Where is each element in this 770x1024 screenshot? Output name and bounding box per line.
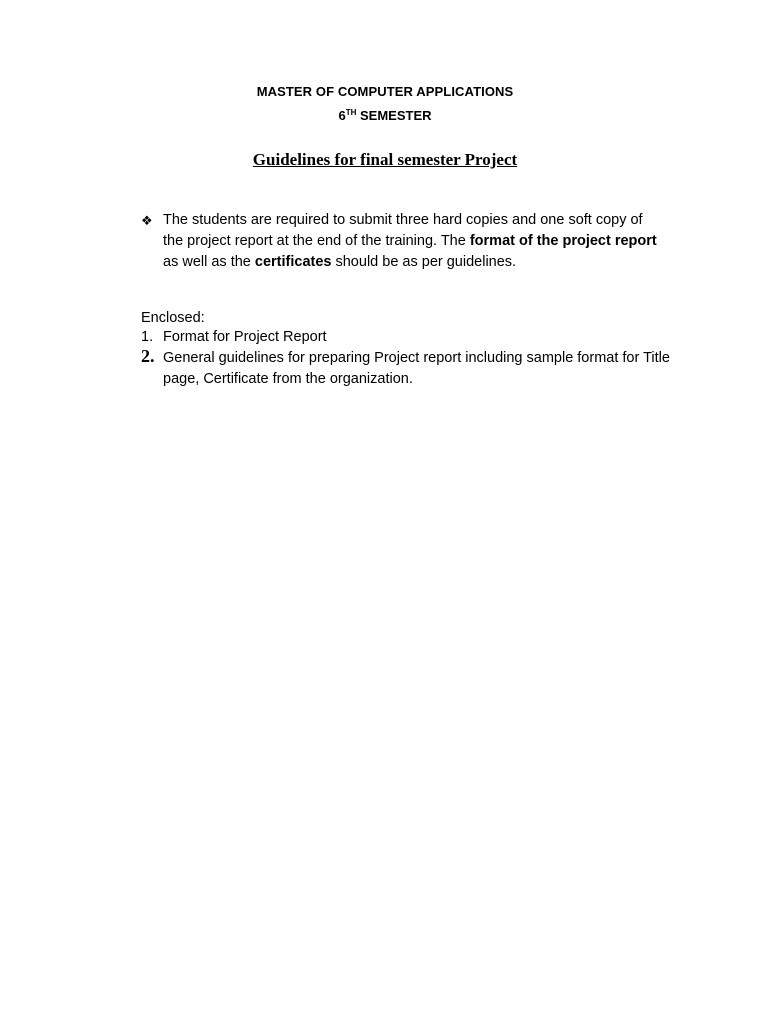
bullet-text-part-3: should be as per guidelines. — [331, 254, 517, 270]
semester-word: SEMESTER — [360, 108, 432, 123]
bullet-bold-certificates: certificates — [254, 254, 332, 270]
bullet-text — [141, 210, 661, 273]
enclosed-item-number: 2. — [141, 346, 155, 366]
diamond-bullet-icon: ❖ — [141, 213, 153, 228]
enclosed-item — [141, 327, 671, 348]
enclosed-item-text: General guidelines for preparing Project report including sample format for Title page, Certificate from the organization. — [163, 350, 670, 387]
program-title: MASTER OF COMPUTER APPLICATIONS — [256, 84, 514, 99]
enclosed-item — [141, 348, 671, 390]
bullet-bold-format: format of the project report — [469, 233, 657, 249]
bullet-text-part-2: as well as the — [163, 254, 255, 270]
enclosed-label: Enclosed: — [141, 310, 205, 326]
semester-line — [0, 108, 770, 123]
semester-number: 6 — [338, 108, 346, 123]
bullet-text-part-1: The students are required to submit three hard copies and one soft copy of the project report at the end of the training. The — [163, 212, 643, 249]
enclosed-item-number: 1. — [141, 329, 154, 345]
semester-ordinal-suffix: TH — [345, 108, 357, 117]
bullet-paragraph — [141, 210, 661, 273]
enclosed-item-text: Format for Project Report — [163, 329, 327, 345]
document-title: Guidelines for final semester Project — [252, 150, 518, 169]
